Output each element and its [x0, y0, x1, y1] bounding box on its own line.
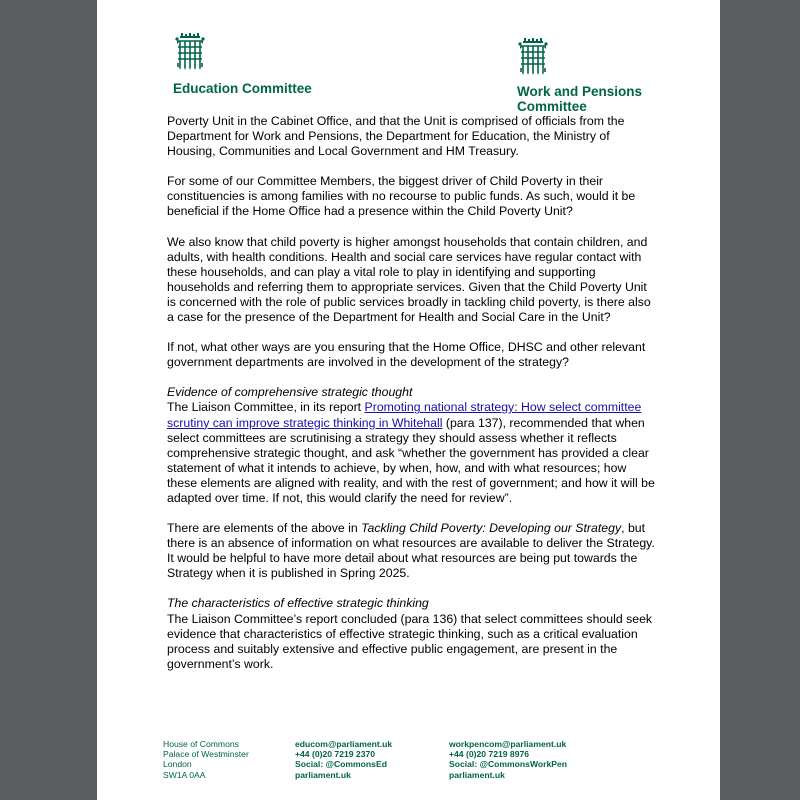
letter-body: [167, 114, 657, 672]
paragraph-resources: [167, 521, 657, 581]
footer-address-line: House of Commons: [163, 739, 239, 749]
heading-effective-strategic-thinking: The characteristics of effective strategic thinking: [167, 596, 429, 611]
strategy-title-italic: Tackling Child Poverty: Developing our Strategy: [361, 521, 622, 536]
paragraph-other-departments: If not, what other ways are you ensuring that the Home Office, DHSC and other relevant government departments are involved in the development of the strategy?: [167, 340, 646, 370]
letter-page: [97, 0, 720, 800]
workpen-phone: +44 (0)20 7219 8976: [449, 749, 530, 760]
liaison-text-start: The Liaison Committee, in its report: [167, 400, 365, 415]
resources-text-start: There are elements of the above in: [167, 521, 362, 536]
liaison-text-end: (para 137), recommended that when select committees are scrutinising a strategy they should assess whether it reflects comprehensive strategic thought, and ask “whether the government has provided a clear statement of what it intends to achieve, by when, how, and with what resources; how these elements are aligned with reality, and with the rest of government; and how it will be adapted over time. If not, this would clarify the need for review”.: [167, 415, 655, 505]
work-pensions-title-line2: Committee: [517, 99, 587, 114]
education-website-link[interactable]: parliament.uk: [295, 769, 351, 780]
footer-address-line: Palace of Westminster: [163, 749, 249, 760]
work-pensions-title-line1: Work and Pensions: [517, 84, 643, 99]
portcullis-logo-right: [517, 38, 549, 78]
paragraph-characteristics: The Liaison Committee’s report concluded (para 136) that select committees should seek evidence that characteristics of effective strategic thinking, such as a critical evaluation process and suitably extensive and effective public engagement, are present in the government’s work.: [167, 611, 653, 671]
paragraph-health-conditions: We also know that child poverty is higher amongst households that contain children, and adults, with health conditions. Health and social care services have regular contact with these households, and can play a vital role to play in identifying and supporting households and referring them to appropriate services. Given that the Child Poverty Unit is concerned with the role of public services broadly in tackling child poverty, is there also a case for the presence of the Department for Health and Social Care in the Unit?: [167, 234, 651, 325]
education-social: Social: @CommonsEd: [295, 759, 387, 770]
workpen-website-link[interactable]: parliament.uk: [449, 769, 505, 780]
education-email-link[interactable]: educom@parliament.uk: [295, 739, 393, 749]
resources-text-end: , but there is an absence of information on what resources are available to deliver the Strategy. It would be helpful to have more detail about what resources are being put towards the Strategy when it is published in Spring 2025.: [167, 521, 655, 581]
paragraph-unit-composition: Poverty Unit in the Cabinet Office, and that the Unit is comprised of officials from the Department for Work and Pensions, the Department for Education, the Ministry of Housing, Communities and Local Government and HM Treasury.: [167, 114, 625, 159]
work-pensions-committee-title: [517, 84, 642, 114]
footer-address-line: SW1A 0AA: [163, 769, 206, 780]
footer-address: [163, 739, 249, 780]
heading-comprehensive-strategic-thought: Evidence of comprehensive strategic thought: [167, 385, 413, 400]
workpen-social: Social: @CommonsWorkPen: [449, 759, 568, 770]
footer-workpen-contact: [449, 739, 567, 780]
footer-address-line: London: [163, 759, 192, 770]
footer-education-contact: [295, 739, 392, 780]
workpen-email-link[interactable]: workpencom@parliament.uk: [449, 739, 567, 749]
paragraph-liaison-report: [167, 400, 657, 506]
education-phone: +44 (0)20 7219 2370: [295, 749, 376, 760]
paragraph-home-office: For some of our Committee Members, the biggest driver of Child Poverty in their constituencies is among families with no recourse to public funds. As such, would it be beneficial if the Home Office had a presence within the Child Poverty Unit?: [167, 174, 636, 219]
education-committee-title: Education Committee: [173, 81, 312, 96]
promoting-national-strategy-link[interactable]: Promoting national strategy: How select committee scrutiny can improve strategic thinking in Whitehall: [167, 400, 642, 430]
portcullis-logo-left: [174, 33, 206, 73]
